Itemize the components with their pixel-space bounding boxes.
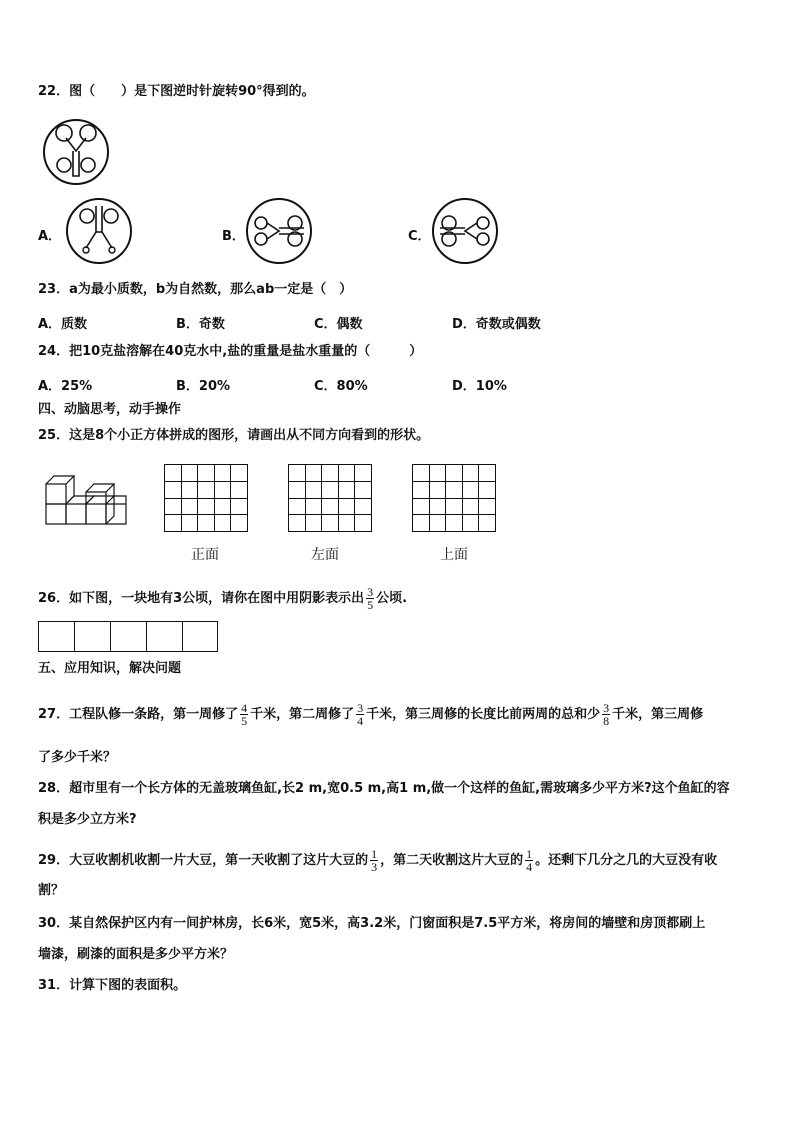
q27-part-1: 27．工程队修一条路，第一周修了	[38, 707, 239, 722]
q26-land-strip[interactable]	[38, 621, 218, 652]
q22-original-figure	[42, 118, 110, 186]
q27-fraction-1-num: 4	[241, 701, 248, 715]
section-4-heading: 四、动脑思考，动手操作	[38, 402, 182, 417]
q22-option-c-figure[interactable]	[432, 198, 498, 264]
q29-line-2: 割？	[38, 883, 65, 898]
q23-option-b[interactable]: B．奇数	[176, 317, 225, 332]
q27-fraction-3-num: 3	[603, 701, 610, 715]
q30-line-2: 墙漆，刷漆的面积是多少平方米？	[38, 947, 234, 962]
q22-option-b[interactable]: B．	[222, 229, 245, 244]
q22-option-a-figure[interactable]	[66, 198, 132, 264]
q23-option-a[interactable]: A．质数	[38, 317, 88, 332]
q31-text: 31．计算下图的表面积。	[38, 978, 187, 993]
q27-fraction-3	[602, 702, 610, 727]
q29-part-1: 29．大豆收割机收割一片大豆，第一天收割了这片大豆的	[38, 853, 369, 868]
q29-line-1	[38, 848, 717, 873]
q27-fraction-2-den: 4	[357, 714, 364, 728]
q22-option-c[interactable]: C．	[408, 229, 431, 244]
q23-text: 23．a为最小质数，b为自然数，那么ab一定是（ ）	[38, 282, 353, 297]
q25-caption-top: 上面	[440, 547, 468, 563]
q29-fraction-1	[370, 848, 378, 873]
q26-fraction	[366, 586, 374, 611]
q25-cube-figure	[44, 470, 128, 528]
q26-fraction-denominator: 5	[367, 598, 374, 612]
q23-option-c[interactable]: C．偶数	[314, 317, 363, 332]
q29-fraction-2-den: 4	[526, 860, 533, 874]
q28-line-2: 积是多少立方米?	[38, 812, 137, 827]
section-5-heading: 五、应用知识，解决问题	[38, 661, 182, 676]
q29-part-3: 。还剩下几分之几的大豆没有收	[535, 853, 718, 868]
q25-grid-front[interactable]	[164, 464, 248, 532]
q24-option-c[interactable]: C．80%	[314, 379, 368, 394]
q29-fraction-1-den: 3	[371, 860, 378, 874]
q27-part-3: 千米，第三周修的长度比前两周的总和少	[366, 707, 601, 722]
q25-caption-left: 左面	[311, 547, 339, 563]
q30-line-1: 30．某自然保护区内有一间护林房，长6米，宽5米，高3.2米，门窗面积是7.5平方米，将房间的墙壁和房顶都刷上	[38, 916, 706, 931]
q22-option-a[interactable]: A．	[38, 229, 62, 244]
q26-cell[interactable]	[74, 621, 111, 652]
q26-cell[interactable]	[146, 621, 183, 652]
q26-cell[interactable]	[110, 621, 147, 652]
q24-option-b[interactable]: B．20%	[176, 379, 231, 394]
q25-grid-left[interactable]	[288, 464, 372, 532]
q26-text	[38, 586, 407, 611]
q25-text: 25．这是8个小正方体拼成的图形，请画出从不同方向看到的形状。	[38, 428, 430, 443]
q25-caption-front: 正面	[191, 547, 219, 563]
q29-part-2: ，第二天收割这片大豆的	[380, 853, 524, 868]
q29-fraction-2	[525, 848, 533, 873]
q27-fraction-1	[240, 702, 248, 727]
q27-fraction-3-den: 8	[603, 714, 610, 728]
q29-fraction-1-num: 1	[371, 847, 378, 861]
q27-fraction-2	[356, 702, 364, 727]
q24-option-d[interactable]: D．10%	[452, 379, 507, 394]
q27-part-2: 千米，第二周修了	[250, 707, 355, 722]
q27-part-4: 千米，第三周修	[612, 707, 704, 722]
q24-option-a[interactable]: A．25%	[38, 379, 93, 394]
q25-grid-top[interactable]	[412, 464, 496, 532]
q27-line-2: 了多少千米？	[38, 750, 117, 765]
q26-cell[interactable]	[38, 621, 75, 652]
q24-text: 24．把10克盐溶解在40克水中,盐的重量是盐水重量的（ ）	[38, 344, 423, 359]
q26-cell[interactable]	[182, 621, 218, 652]
q27-fraction-2-num: 3	[357, 701, 364, 715]
q26-fraction-numerator: 3	[367, 585, 374, 599]
q28-line-1: 28．超市里有一个长方体的无盖玻璃鱼缸,长2 m,宽0.5 m,高1 m,做一个这样的鱼缸,需玻璃多少平方米?这个鱼缸的容	[38, 781, 730, 796]
q22-text: 22．图（ ）是下图逆时针旋转90°得到的。	[38, 84, 315, 99]
q27-fraction-1-den: 5	[241, 714, 248, 728]
q26-text-before: 26．如下图，一块地有3公顷，请你在图中用阴影表示出	[38, 591, 365, 606]
q29-fraction-2-num: 1	[526, 847, 533, 861]
q26-text-after: 公顷.	[376, 591, 408, 606]
q27-line-1	[38, 702, 703, 727]
q22-option-b-figure[interactable]	[246, 198, 312, 264]
q23-option-d[interactable]: D．奇数或偶数	[452, 317, 541, 332]
